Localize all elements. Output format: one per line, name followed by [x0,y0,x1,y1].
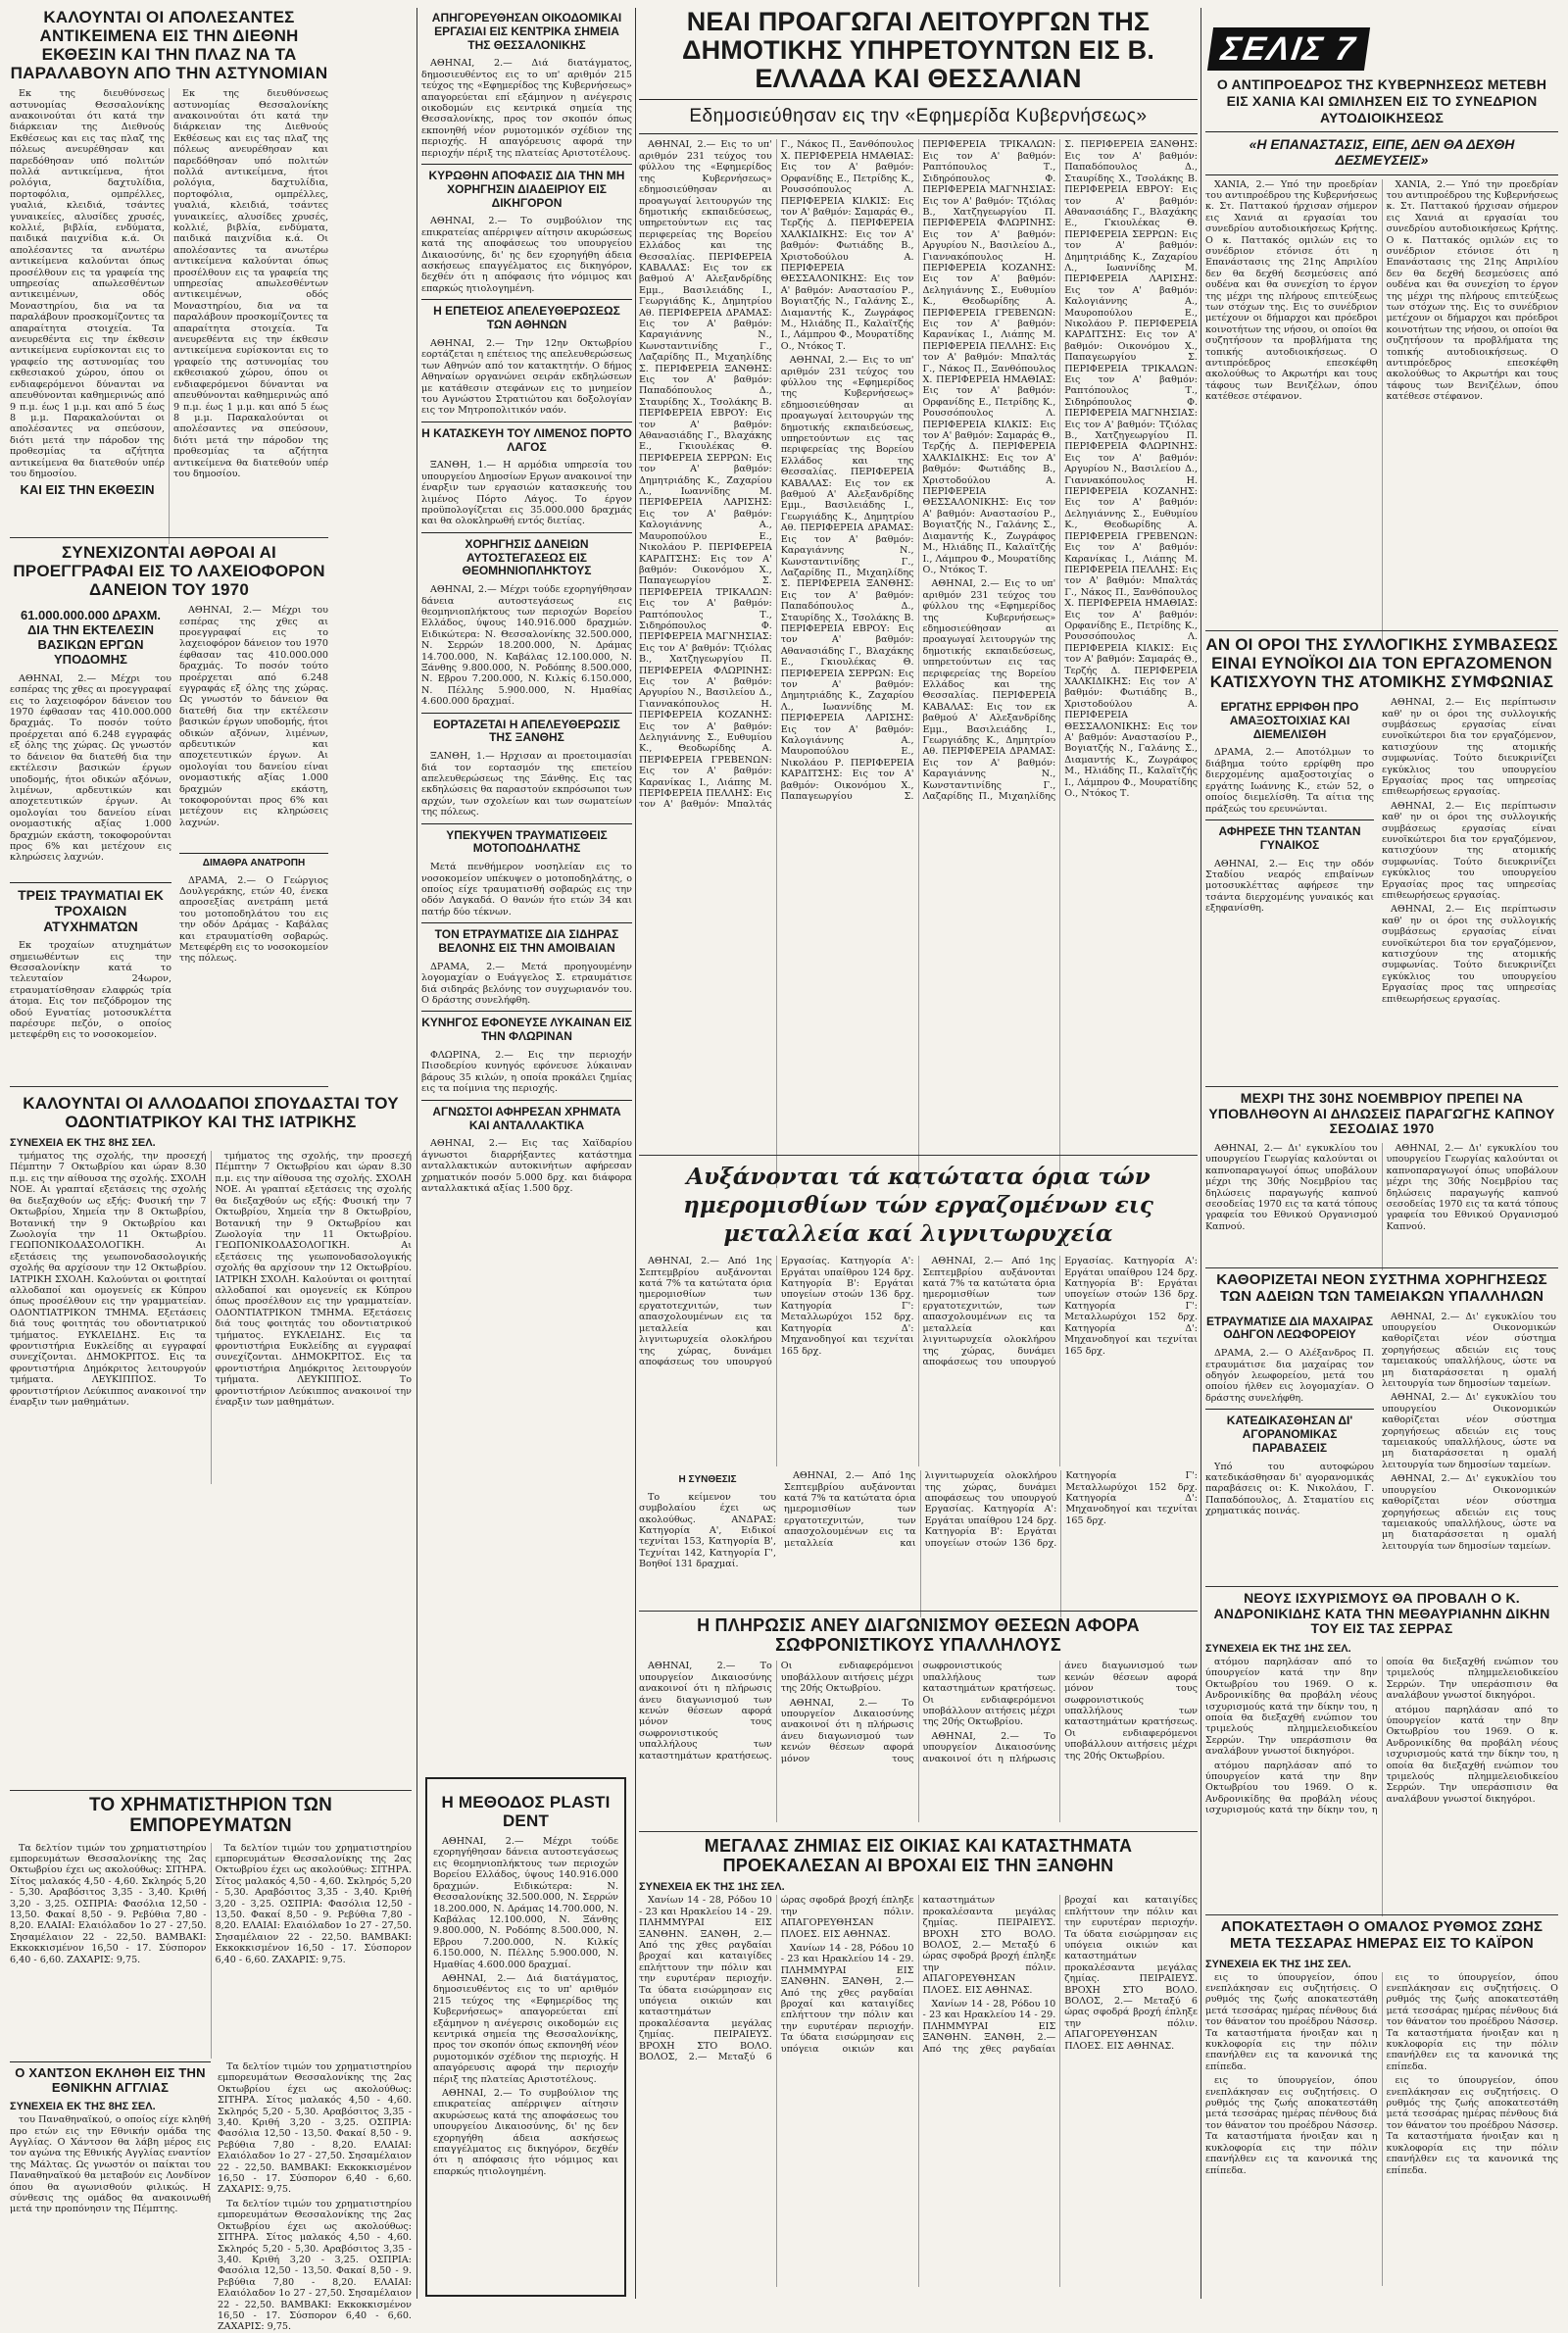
article-body: τμήματος της σχολής, την προσεχή Πέμπτην 7 Οκτωβρίου και ώραν 8.30 π.μ. εις την αίθουσα της σχολής. ΣΧΟΛΗ ΝΟΕ. Αι γραπταί εξετάσεις της σχολής θα διεξαχθούν ως εξής: Φυσική την 7 Οκτωβρίου, Χημεία την 8 Οκτωβρίου, Βοτανική την 9 Οκτωβρίου και Ζωολογία την 11 Οκτωβρίου. ΓΕΩΠΟΝΙΚΟΔΑΣΟΛΟΓΙΚΗ. Αι εξετάσεις της γεωπονοδασολογικής σχολής θα αρχίσουν την 12 Οκτωβρίου. ΙΑΤΡΙΚΗ ΣΧΟΛΗ. Καλούνται οι φοιτηταί αλλοδαποί και ομογενείς εκ Κύπρου όπως προσέλθουν εις την γραμματείαν. ΟΔΟΝΤΙΑΤΡΙΚΟΝ ΤΜΗΜΑ. Εξετάσεις διά τους φοιτητάς του οδοντιατρικού τμήματος. ΕΥΚΛΕΙΔΗΣ. Εις τα φροντιστήρια Ευκλείδης αι εγγραφαί συνεχίζονται. ΔΗΜΟΚΡΙΤΟΣ. Εις τα φροντιστήρια Δημόκριτος λειτουργούν τμήματα. ΛΕΥΚΙΠΠΟΣ. Το φροντιστήριον Λεύκιππος ανακοινοί την έναρξιν των μαθημάτων. τμήματος της σχολής, την προσεχή Πέμπτην 7 Οκτωβρίου και ώραν 8.30 π.μ. εις την αίθουσα της σχολής. ΣΧΟΛΗ ΝΟΕ. Αι γραπταί εξετάσεις της σχολής θα διεξαχθούν ως εξής: Φυσική την 7 Οκτωβρίου, Χημεία την 8 Οκτωβρίου, Βοτανική την 9 Οκτωβρίου και Ζωολογία την 11 Οκτωβρίου. ΓΕΩΠΟΝΙΚΟΔΑΣΟΛΟΓΙΚΗ. Αι εξετάσεις της γεωπονοδασολογικής σχολής θα αρχίσουν την 12 Οκτωβρίου. ΙΑΤΡΙΚΗ ΣΧΟΛΗ. Καλούνται οι φοιτηταί αλλοδαποί και ομογενείς εκ Κύπρου όπως προσέλθουν εις την γραμματείαν. ΟΔΟΝΤΙΑΤΡΙΚΟΝ ΤΜΗΜΑ. Εξετάσεις διά τους φοιτητάς του οδοντιατρικού τμήματος. ΕΥΚΛΕΙΔΗΣ. Εις τα φροντιστήρια Ευκλείδης αι εγγραφαί συνεχίζονται. ΔΗΜΟΚΡΙΤΟΣ. Εις τα φροντιστήρια Δημόκριτος λειτουργούν τμήματα. ΛΕΥΚΙΠΠΟΣ. Το φροντιστήριον Λεύκιππος ανακοινοί την έναρξιν των μαθημάτων. [10,1151,412,1408]
divider [1205,630,1558,631]
divider [10,1790,412,1791]
article-body: ΔΡΑΜΑ, 2.— Ο Αλέξανδρος Π. ετραυμάτισε δια μαχαίρας τον οδηγόν λεωφορείου, μετά του οποίου ήλθεν εις λογομαχίαν. Ο δράστης συνελήφθη. [1205,1348,1374,1404]
headline-needle: ΤΟΝ ΕΤΡΑΥΜΑΤΙΣΕ ΔΙΑ ΣΙΔΗΡΑΣ ΒΕΛΟΝΗΣ ΕΙΣ ΤΗΝ ΑΜΟΙΒΑΙΑΝ [434,927,619,956]
headline: Ο ΧΑΝΤΣΟΝ ΕΚΛΗΘΗ ΕΙΣ ΤΗΝ ΕΘΝΙΚΗΝ ΑΓΓΛΙΑΣ [15,2065,206,2095]
page-number-logo: ΣΕΛΙΣ 7 [1207,27,1370,71]
ad-body: ΑΘΗΝΑΙ, 2.— Μέχρι τούδε εχορηγήθησαν δάνεια αυτοστεγάσεως εις θεομηνιοπλήκτους των περιοχών Βορείου Ελλάδος, ύψους 140.916.000 δραχμών. Ειδικώτερα: Ν. Θεσσαλονίκης 32.500.000, Ν. Σερρών 18.200.000, Ν. Δράμας 14.700.000, Ν. Καβάλας 12.100.000, Ν. Ξάνθης 9.800.000, Ν. Ροδόπης 8.500.000, Ν. Εβρου 7.200.000, Ν. Κιλκίς 6.150.000, Ν. Πέλλης 5.900.000, Ν. Ημαθίας 4.600.000 δραχμαί. [433,1836,618,1970]
article-body: του Παναθηναϊκού, ο οποίος είχε κληθή προ ετών εις την Εθνικήν ομάδα της Αγγλίας. Ο Χάντσον θα λάβη μέρος εις τον αγώνα της Εθνικής Αγγλίας εναντίον της Μάλτας. Ως γνωστόν οι παίκται του Παναθηναϊκού θα μεταβούν εις Λονδίνον όπου θα αγωνισθούν φιλικώς. Η σύνθεσις της ομάδος θα ανακοινωθή μετά την προπόνησιν της Πέμπτης. [10,2114,211,2215]
article-body-cont: ΑΘΗΝΑΙ, 2.— Από 1ης Σεπτεμβρίου αυξάνονται κατά 7% τα κατώτατα όρια ημερομισθίων των εργατοτεχνιτών, των απασχολουμένων εις τα μεταλλεία και λιγνιτωρυχεία ολοκλήρου της χώρας, δυνάμει αποφάσεως του υπουργού Εργασίας. Κατηγορία Α': Εργάται υπαίθρου 124 δρχ. Κατηγορία Β': Εργάται υπογείων στοών 136 δρχ. Κατηγορία Γ': Μεταλλωρύχοι 152 δρχ. Κατηγορία Δ': Μηχανοδηγοί και τεχνίται 165 δρχ. [784,1470,1198,1549]
continuation-label: ΣΥΝΕΧΕΙΑ ΕΚ ΤΗΣ 8ΗΣ ΣΕΛ. [10,2101,156,2113]
divider [1205,1086,1558,1087]
headline: ΑΝ ΟΙ ΟΡΟΙ ΤΗΣ ΣΥΛΛΟΓΙΚΗΣ ΣΥΜΒΑΣΕΩΣ ΕΙΝΑΙ ΕΥΝΟΪΚΟΙ ΔΙΑ ΤΟΝ ΕΡΓΑΖΟΜΕΝΟΝ ΚΑΤΙΣΧΥΟΥΝ ΤΗΣ ΑΤΟΜΙΚΗΣ ΣΥΜΦΩΝΙΑΣ [1205,635,1558,692]
headline-overturn: ΔΙΜΑΘΡΑ ΑΝΑΤΡΟΠΗ [202,858,306,869]
headline-theft: ΑΓΝΩΣΤΟΙ ΑΦΗΡΕΣΑΝ ΧΡΗΜΑΤΑ ΚΑΙ ΑΝΤΑΛΛΑΚΤΙΚΑ [432,1104,621,1132]
headline: ΑΠΟΚΑΤΕΣΤΑΘΗ Ο ΟΜΑΛΟΣ ΡΥΘΜΟΣ ΖΩΗΣ ΜΕΤΑ ΤΕΣΣΑΡΑΣ ΗΜΕΡΑΣ ΕΙΣ ΤΟ ΚΑΪΡΟΝ [1220,1918,1544,1952]
headline: ΚΑΘΟΡΙΖΕΤΑΙ ΝΕΟΝ ΣΥΣΤΗΜΑ ΧΟΡΗΓΗΣΕΩΣ ΤΩΝ ΑΔΕΙΩΝ ΤΩΝ ΤΑΜΕΙΑΚΩΝ ΥΠΑΛΛΗΛΩΝ [1216,1271,1547,1305]
newspaper-page [10,7,1558,2333]
headline-porto-lagos: Η ΚΑΤΑΣΚΕΥΗ ΤΟΥ ΛΙΜΕΝΟΣ ΠΟΡΤΟ ΛΑΓΟΣ [421,425,632,454]
lead-article [639,8,1198,1150]
headline-worker: ΕΡΓΑΤΗΣ ΕΡΡΙΦΘΗ ΠΡΟ ΑΜΑΞΟΣΤΟΙΧΙΑΣ ΚΑΙ ΔΙΕΜΕΛΙΣΘΗ [1220,700,1359,741]
col3-floods-article [639,1836,1198,2299]
divider [639,1831,1198,1832]
article-body: ΞΑΝΘΗ, 1.— Ηρχισαν αι προετοιμασίαι διά τον εορτασμόν της επετείου απελευθερώσεως της Ξάνθης. Εις τας εκδηλώσεις θα παραστούν εκπρόσωποι των αρχών, των σχολείων και των σωματείων της πόλεως. [421,751,632,819]
headline-building-ban: ΑΠΗΓΟΡΕΥΘΗΣΑΝ ΟΙΚΟΔΟΜΙΚΑΙ ΕΡΓΑΣΙΑΙ ΕΙΣ ΚΕΝΤΡΙΚΑ ΣΗΜΕΙΑ ΤΗΣ ΘΕΣΣΑΛΟΝΙΚΗΣ [431,11,622,52]
article-body: ΑΘΗΝΑΙ, 2.— Εις περίπτωσιν καθ' ην οι όροι της συλλογικής συμβάσεως εργασίας είναι ευνοϊκώτεροι δια τον εργαζόμενον, κατισχύουν της ατομικής συμφωνίας. Τούτο διευκρινίζει εγκύκλιος του υπουργείου Εργασίας προς τας υπηρεσίας επιθεωρήσεως εργασίας. ΑΘΗΝΑΙ, 2.— Εις περίπτωσιν καθ' ην οι όροι της συλλογικής συμβάσεως εργασίας είναι ευνοϊκώτεροι δια τον εργαζόμενον, κατισχύουν της ατομικής συμφωνίας. Τούτο διευκρινίζει εγκύκλιος του υπουργείου Εργασίας προς τας υπηρεσίας επιθεωρήσεως εργασίας. ΑΘΗΝΑΙ, 2.— Εις περίπτωσιν καθ' ην οι όροι της συλλογικής συμβάσεως εργασίας είναι ευνοϊκώτεροι δια τον εργαζόμενον, κατισχύουν της ατομικής συμφωνίας. Τούτο διευκρινίζει εγκύκλιος του υπουργείου Εργασίας προς τας υπηρεσίας επιθεωρήσεως εργασίας. [1382,697,1556,1005]
article-body-cont: ΑΘΗΝΑΙ, 2.— Μέχρι του εσπέρας της χθες αι προεγγραφαί εις το λαχειοφόρον δάνειον του 1970 έφθασαν τας 410.000.000 δραχμάς. Το ποσόν τούτο προέρχεται από 6.248 εγγραφάς εξ όλης της χώρας. Ως γνωστόν το δάνειον θα διατεθή δια την εκτέλεσιν βασικών έργων υποδομής, ήτοι οδικών αξόνων, λιμένων, αρδευτικών και αποχετευτικών έργων. Αι ομολογίαι του δανείου είναι ονομαστικής αξίας 1.000 δραχμών εκάστη, τοκοφορούνται προς 6% και μετέχουν εις κληρώσεις λαχνών. [179,605,328,828]
continuation-label: ΣΥΝΕΧΕΙΑ ΕΚ ΤΗΣ 8ΗΣ ΣΕΛ. [10,1137,156,1150]
col4-cairo-article [1205,1919,1558,2299]
article-body: Το κείμενον του συμβολαίου έχει ως ακολούθως. ΑΝΔΡΑΣ: Κατηγορία Α', Ειδικοί τεχνίται 153, Κατηγορία Β', Τεχνίται 142, Κατηγορία Γ', Βοηθοί 131 δραχμαί. [639,1491,776,1570]
divider [639,1155,1198,1156]
article-body: ΑΘΗΝΑΙ, 2.— Εις τας Χαϊδαρίου άγνωστοι διαρρήξαντες κατάστημα ανταλλακτικών αυτοκινήτων αφήρεσαν χρηματικόν ποσόν 5.000 δρχ. και διάφορα ανταλλακτικά αξίας 1.500 δρχ. [421,1138,632,1194]
continuation-label: ΣΥΝΕΧΕΙΑ ΕΚ ΤΗΣ 1ΗΣ ΣΕΛ. [1205,1958,1351,1970]
column-rule [1200,8,1201,2299]
article-body: Εκ της διευθύνσεως αστυνομίας Θεσσαλονίκης ανακοινούται ότι κατά την διάρκειαν της Διεθνούς Εκθέσεως και εις τας πλαζ της πόλεως ανευρέθησαν και παρεδόθησαν υπό πολιτών πολλά αντικείμενα, ήτοι ρολόγια, δαχτυλίδια, πορτοφόλια, ομπρέλλες, γυαλιά, κλειδιά, τσάντες γυναικείες, αλυσίδες χρυσές, κολλιέ, βιβλία, ενδύματα, παιδικά παιχνίδια κ.ά. Οι απολέσαντες τα ανωτέρω αντικείμενα καλούνται όπως προσέλθουν εις τα γραφεία της υπηρεσίας απωλεσθέντων αντικειμένων, οδός Μοναστηρίου, δια να τα παραλάβουν προσκομίζοντες τα απαραίτητα στοιχεία. Τα ανευρεθέντα εις την έκθεσιν αντικείμενα ευρίσκονται εις το γραφείο της αστυνομίας του εκθεσιακού χώρου, όπου οι ενδιαφερόμενοι δύνανται να απευθύνονται καθημερινώς από 9 π.μ. έως 1 μ.μ. και από 5 έως 8 μ.μ. Παρακαλούνται οι απολέσαντες να σπεύσουν, διότι μετά την πάροδον της προθεσμίας τα αζήτητα αντικείμενα θα διατεθούν υπέρ του δημοσίου. ΚΑΙ ΕΙΣ ΤΗΝ ΕΚΘΕΣΙΝ Εκ της διευθύνσεως αστυνομίας Θεσσαλονίκης ανακοινούται ότι κατά την διάρκειαν της Διεθνούς Εκθέσεως και εις τας πλαζ της πόλεως ανευρέθησαν και παρεδόθησαν υπό πολιτών πολλά αντικείμενα, ήτοι ρολόγια, δαχτυλίδια, πορτοφόλια, ομπρέλλες, γυαλιά, κλειδιά, τσάντες γυναικείες, αλυσίδες χρυσές, κολλιέ, βιβλία, ενδύματα, παιδικά παιχνίδια κ.ά. Οι απολέσαντες τα ανωτέρω αντικείμενα καλούνται όπως προσέλθουν εις τα γραφεία της υπηρεσίας απωλεσθέντων αντικειμένων, οδός Μοναστηρίου, δια να τα παραλάβουν προσκομίζοντες τα απαραίτητα στοιχεία. Τα ανευρεθέντα εις την έκθεσιν αντικείμενα ευρίσκονται εις το γραφείο της αστυνομίας του εκθεσιακού χώρου, όπου οι ενδιαφερόμενοι δύνανται να απευθύνονται καθημερινώς από 9 π.μ. έως 1 μ.μ. και από 5 έως 8 μ.μ. Παρακαλούνται οι απολέσαντες να σπεύσουν, διότι μετά την πάροδον της προθεσμίας τα αζήτητα αντικείμενα θα διατεθούν υπέρ του δημοσίου. [10,88,328,498]
col1-article-commodity-exchange [10,1795,412,2060]
article-body: ΦΛΩΡΙΝΑ, 2.— Εις την περιοχήν Πισοδερίου κυνηγός εφόνευσε λύκαιναν βάρους 35 κιλών, η οποία προκάλει ζημίας εις τα ποίμνια της περιοχής. [421,1050,632,1095]
article-body: Τα δελτίον τιμών του χρηματιστηρίου εμπορευμάτων Θεσσαλονίκης της 2ας Οκτωβρίου έχει ως ακολούθως: ΣΙΤΗΡΑ. Σίτος μαλακός 4,50 - 4,60. Σκληρός 5,20 - 5,30. Αραβόσιτος 3,35 - 3,40. Κριθή 3,20 - 3,25. ΟΣΠΡΙΑ: Φασόλια 12,50 - 13,50. Φακαί 8,50 - 9. Ρεβύθια 7,80 - 8,20. ΕΛΑΙΑΙ: Ελαιόλαδον 1ο 27 - 27,50. Σησαμέλαιον 22 - 22,50. ΒΑΜΒΑΚΙ: Εκκοκκισμένον 16,50 - 17. Σύσπορον 6,40 - 6,60. ΖΑΧΑΡΙΣ: 9,75. Τα δελτίον τιμών του χρηματιστηρίου εμπορευμάτων Θεσσαλονίκης της 2ας Οκτωβρίου έχει ως ακολούθως: ΣΙΤΗΡΑ. Σίτος μαλακός 4,50 - 4,60. Σκληρός 5,20 - 5,30. Αραβόσιτος 3,35 - 3,40. Κριθή 3,20 - 3,25. ΟΣΠΡΙΑ: Φασόλια 12,50 - 13,50. Φακαί 8,50 - 9. Ρεβύθια 7,80 - 8,20. ΕΛΑΙΑΙ: Ελαιόλαδον 1ο 27 - 27,50. Σησαμέλαιον 22 - 22,50. ΒΑΜΒΑΚΙ: Εκκοκκισμένον 16,50 - 17. Σύσπορον 6,40 - 6,60. ΖΑΧΑΡΙΣ: 9,75. [10,1842,412,1965]
article-body: Μετά πενθήμερον νοσηλείαν εις το νοσοκομείον υπέκυψεν ο μοτοποδηλάτης, ο οποίος είχε τραυματισθή σοβαρώς εις την οδόν Λαγκαδά. Ο θανών ήτο ετών 34 και πατήρ δύο τέκνων. [421,862,632,918]
subheadline: 61.000.000.000 ΔΡΑΧΜ. ΔΙΑ ΤΗΝ ΕΚΤΕΛΕΣΙΝ ΒΑΣΙΚΩΝ ΕΡΓΩΝ ΥΠΟΔΟΜΗΣ [20,608,162,667]
subhead: ΚΑΙ ΕΙΣ ΤΗΝ ΕΚΘΕΣΙΝ [20,482,155,498]
article-body: Υπό του αυτοφώρου κατεδικάσθησαν δι' αγορανομικάς παραβάσεις οι: Κ. Νικολάου, Γ. Παπαδόπουλος, Δ. Σταματίου εις χρηματικάς ποινάς. [1205,1461,1374,1517]
article-body: ΔΡΑΜΑ, 2.— Ο Γεώργιος Δουλγεράκης, ετών 40, ένεκα απροσεξίας ανετράπη μετά του μοτοποδηλάτου του εις την οδόν Δράμας - Καβάλας και ετραυματίσθη σοβαρώς. Μετεφέρθη εις το νοσοκομείον της πόλεως. [179,874,328,965]
column-rule [416,8,417,2299]
ad-title: Η ΜΕΘΟΔΟΣ PLASTI DENT [441,1793,611,1831]
quote-subheadline: «Η ΕΠΑΝΑΣΤΑΣΙΣ, ΕΙΠΕ, ΔΕΝ ΘΑ ΔΕΧΘΗ ΔΕΣΜΕΥΣΕΙΣ» [1249,136,1515,169]
headline-xanthi-liberation: ΕΟΡΤΑΖΕΤΑΙ Η ΑΠΕΛΕΥΘΕΡΩΣΙΣ ΤΗΣ ΞΑΝΘΗΣ [433,717,620,745]
article-body: εις το ύπουργείον, όπου ενεπλάκησαν εις συζητήσεις. Ο ρυθμός της ζωής αποκατεστάθη μετά τεσσάρας ημέρας πένθους διά τον θάνατον του προέδρου Νάσσερ. Τα καταστήματα ήνοιξαν και η κυκλοφορία εις την πόλιν επανήλθεν εις τα κανονικά της επίπεδα. εις το ύπουργείον, όπου ενεπλάκησαν εις συζητήσεις. Ο ρυθμός της ζωής αποκατεστάθη μετά τεσσάρας ημέρας πένθους διά τον θάνατον του προέδρου Νάσσερ. Τα καταστήματα ήνοιξαν και η κυκλοφορία εις την πόλιν επανήλθεν εις τα κανονικά της επίπεδα. εις το ύπουργείον, όπου ενεπλάκησαν εις συζητήσεις. Ο ρυθμός της ζωής αποκατεστάθη μετά τεσσάρας ημέρας πένθους διά τον θάνατον του προέδρου Νάσσερ. Τα καταστήματα ήνοιξαν και η κυκλοφορία εις την πόλιν επανήλθεν εις τα κανονικά της επίπεδα. εις το ύπουργείον, όπου ενεπλάκησαν εις συζητήσεις. Ο ρυθμός της ζωής αποκατεστάθη μετά τεσσάρας ημέρας πένθους διά τον θάνατον του προέδρου Νάσσερ. Τα καταστήματα ήνοιξαν και η κυκλοφορία εις την πόλιν επανήλθεν εις τα κανονικά της επίπεδα. [1205,1971,1558,2176]
col1-article-commodity-cont: Τα δελτίον τιμών του χρηματιστηρίου εμπορευμάτων Θεσσαλονίκης της 2ας Οκτωβρίου έχει ως ακολούθως: ΣΙΤΗΡΑ. Σίτος μαλακός 4,50 - 4,60. Σκληρός 5,20 - 5,30. Αραβόσιτος 3,35 - 3,40. Κριθή 3,20 - 3,25. ΟΣΠΡΙΑ: Φασόλια 12,50 - 13,50. Φακαί 8,50 - 9. Ρεβύθια 7,80 - 8,20. ΕΛΑΙΑΙ: Ελαιόλαδον 1ο 27 - 27,50. Σησαμέλαιον 22 - 22,50. ΒΑΜΒΑΚΙ: Εκκοκκισμένον 16,50 - 17. Σύσπορον 6,40 - 6,60. ΖΑΧΑΡΙΣ: 9,75. Τα δελτίον τιμών του χρηματιστηρίου εμπορευμάτων Θεσσαλονίκης της 2ας Οκτωβρίου έχει ως ακολούθως: ΣΙΤΗΡΑ. Σίτος μαλακός 4,50 - 4,60. Σκληρός 5,20 - 5,30. Αραβόσιτος 3,35 - 3,40. Κριθή 3,20 - 3,25. ΟΣΠΡΙΑ: Φασόλια 12,50 - 13,50. Φακαί 8,50 - 9. Ρεβύθια 7,80 - 8,20. ΕΛΑΙΑΙ: Ελαιόλαδον 1ο 27 - 27,50. Σησαμέλαιον 22 - 22,50. ΒΑΜΒΑΚΙ: Εκκοκκισμένον 16,50 - 17. Σύσπορον 6,40 - 6,60. ΖΑΧΑΡΙΣ: 9,75. [218,2061,412,2333]
article-body: Τα δελτίον τιμών του χρηματιστηρίου εμπορευμάτων Θεσσαλονίκης της 2ας Οκτωβρίου έχει ως ακολούθως: ΣΙΤΗΡΑ. Σίτος μαλακός 4,50 - 4,60. Σκληρός 5,20 - 5,30. Αραβόσιτος 3,35 - 3,40. Κριθή 3,20 - 3,25. ΟΣΠΡΙΑ: Φασόλια 12,50 - 13,50. Φακαί 8,50 - 9. Ρεβύθια 7,80 - 8,20. ΕΛΑΙΑΙ: Ελαιόλαδον 1ο 27 - 27,50. Σησαμέλαιον 22 - 22,50. ΒΑΜΒΑΚΙ: Εκκοκκισμένον 16,50 - 17. Σύσπορον 6,40 - 6,60. ΖΑΧΑΡΙΣ: 9,75. [218,2061,412,2196]
article-body: ΑΘΗΝΑΙ, 2.— Δι' εγκυκλίου του υπουργείου Οικονομικών καθορίζεται νέον σύστημα χορηγήσεως αδειών εις τους ταμειακούς υπαλλήλους, ώστε να μη διαταράσσεται η ομαλή λειτουργία των δημοσίων ταμείων. ΑΘΗΝΑΙ, 2.— Δι' εγκυκλίου του υπουργείου Οικονομικών καθορίζεται νέον σύστημα χορηγήσεως αδειών εις τους ταμειακούς υπαλλήλους, ώστε να μη διαταράσσεται η ομαλή λειτουργία των δημοσίων ταμείων. ΑΘΗΝΑΙ, 2.— Δι' εγκυκλίου του υπουργείου Οικονομικών καθορίζεται νέον σύστημα χορηγήσεως αδειών εις τους ταμειακούς υπαλλήλους, ώστε να μη διαταράσσεται η ομαλή λειτουργία των δημοσίων ταμείων. [1382,1311,1556,1552]
headline-athens-liberation: Η ΕΠΕΤΕΙΟΣ ΑΠΕΛΕΥΘΕΡΩΣΕΩΣ ΤΩΝ ΑΘΗΝΩΝ [433,304,620,332]
col3-wages-article [639,1160,1198,1606]
subhead-composition: Η ΣΥΝΘΕΣΙΣ [678,1474,737,1486]
article-body: ΑΘΗΝΑΙ, 2.— Εις την οδόν Σταδίου νεαρός επιβαίνων μοτοσυκλέττας αφήρεσε την τσάντα διερχομένης γυναικός και εξηφανίσθη. [1205,858,1374,915]
col2-column [421,8,632,1831]
lead-body: ΑΘΗΝΑΙ, 2.— Εις το υπ' αριθμόν 231 τεύχος του φύλλου της «Εφημερίδος της Κυβερνήσεως» εδημοσιεύθησαν αι προαγωγαί λειτουργών της δημοτικής εκπαιδεύσεως, υπηρετούντων εις τας περιφερείας της Βορείου Ελλάδος και της Θεσσαλίας. ΠΕΡΙΦΕΡΕΙΑ ΚΑΒΑΛΑΣ: Εις τον εκ βαθμού Α' Αλεξανδρίδης Εμμ., Βασιλειάδης Ι., Γεωργιάδης Κ., Δημητρίου Αθ. ΠΕΡΙΦΕΡΕΙΑ ΔΡΑΜΑΣ: Εις τον Α' βαθμόν: Καραγιάννης Ν., Κωνσταντινίδης Γ., Λαζαρίδης Π., Μιχαηλίδης Σ. ΠΕΡΙΦΕΡΕΙΑ ΞΑΝΘΗΣ: Εις τον Α' βαθμόν: Παπαδόπουλος Δ., Σταυρίδης Χ., Τσολάκης Β. ΠΕΡΙΦΕΡΕΙΑ ΕΒΡΟΥ: Εις τον Α' βαθμόν: Αθανασιάδης Γ., Βλαχάκης Ε., Γκιουλέκας Θ. ΠΕΡΙΦΕΡΕΙΑ ΣΕΡΡΩΝ: Εις τον Α' βαθμόν: Δημητριάδης Κ., Ζαχαρίου Λ., Ιωαννίδης Μ. ΠΕΡΙΦΕΡΕΙΑ ΛΑΡΙΣΗΣ: Εις τον Α' βαθμόν: Καλογιάννης Α., Μαυροπούλου Ε., Νικολάου Ρ. ΠΕΡΙΦΕΡΕΙΑ ΚΑΡΔΙΤΣΗΣ: Εις τον Α' βαθμόν: Οικονόμου Χ., Παπαγεωργίου Σ. ΠΕΡΙΦΕΡΕΙΑ ΤΡΙΚΑΛΩΝ: Εις τον Α' βαθμόν: Ραπτόπουλος Τ., Σιδηρόπουλος Φ. ΠΕΡΙΦΕΡΕΙΑ ΜΑΓΝΗΣΙΑΣ: Εις τον Α' βαθμόν: Τζιόλας Β., Χατζηγεωργίου Π. ΠΕΡΙΦΕΡΕΙΑ ΦΛΩΡΙΝΗΣ: Εις τον Α' βαθμόν: Αργυρίου Ν., Βασιλείου Δ., Γιαννακόπουλος Η. ΠΕΡΙΦΕΡΕΙΑ ΚΟΖΑΝΗΣ: Εις τον Α' βαθμόν: Δεληγιάννης Σ., Ευθυμίου Κ., Θεοδωρίδης Α. ΠΕΡΙΦΕΡΕΙΑ ΓΡΕΒΕΝΩΝ: Εις τον Α' βαθμόν: Καρανίκας Ι., Λιάπης Μ. ΠΕΡΙΦΕΡΕΙΑ ΠΕΛΛΗΣ: Εις τον Α' βαθμόν: Μπαλτάς Γ., Νάκος Π., Ξανθόπουλος Χ. ΠΕΡΙΦΕΡΕΙΑ ΗΜΑΘΙΑΣ: Εις τον Α' βαθμόν: Ορφανίδης Ε., Πετρίδης Κ., Ρουσσόπουλος Λ. ΠΕΡΙΦΕΡΕΙΑ ΚΙΛΚΙΣ: Εις τον Α' βαθμόν: Σαμαράς Θ., Τερζής Δ. ΠΕΡΙΦΕΡΕΙΑ ΧΑΛΚΙΔΙΚΗΣ: Εις τον Α' βαθμόν: Φωτιάδης Β., Χριστοδούλου Α. ΠΕΡΙΦΕΡΕΙΑ ΘΕΣΣΑΛΟΝΙΚΗΣ: Εις τον Α' βαθμόν: Αναστασίου Ρ., Βογιατζής Ν., Γαλάνης Σ., Διαμαντής Κ., Ζωγράφος Μ., Ηλιάδης Π., Καλαϊτζής Ι., Λάμπρου Φ., Μουρατίδης Ο., Ντόκος Τ. ΑΘΗΝΑΙ, 2.— Εις το υπ' αριθμόν 231 τεύχος του φύλλου της «Εφημερίδος της Κυβερνήσεως» εδημοσιεύθησαν αι προαγωγαί λειτουργών της δημοτικής εκπαιδεύσεως, υπηρετούντων εις τας περιφερείας της Βορείου Ελλάδος και της Θεσσαλίας. ΠΕΡΙΦΕΡΕΙΑ ΚΑΒΑΛΑΣ: Εις τον εκ βαθμού Α' Αλεξανδρίδης Εμμ., Βασιλειάδης Ι., Γεωργιάδης Κ., Δημητρίου Αθ. ΠΕΡΙΦΕΡΕΙΑ ΔΡΑΜΑΣ: Εις τον Α' βαθμόν: Καραγιάννης Ν., Κωνσταντινίδης Γ., Λαζαρίδης Π., Μιχαηλίδης Σ. ΠΕΡΙΦΕΡΕΙΑ ΞΑΝΘΗΣ: Εις τον Α' βαθμόν: Παπαδόπουλος Δ., Σταυρίδης Χ., Τσολάκης Β. ΠΕΡΙΦΕΡΕΙΑ ΕΒΡΟΥ: Εις τον Α' βαθμόν: Αθανασιάδης Γ., Βλαχάκης Ε., Γκιουλέκας Θ. ΠΕΡΙΦΕΡΕΙΑ ΣΕΡΡΩΝ: Εις τον Α' βαθμόν: Δημητριάδης Κ., Ζαχαρίου Λ., Ιωαννίδης Μ. ΠΕΡΙΦΕΡΕΙΑ ΛΑΡΙΣΗΣ: Εις τον Α' βαθμόν: Καλογιάννης Α., Μαυροπούλου Ε., Νικολάου Ρ. ΠΕΡΙΦΕΡΕΙΑ ΚΑΡΔΙΤΣΗΣ: Εις τον Α' βαθμόν: Οικονόμου Χ., Παπαγεωργίου Σ. ΠΕΡΙΦΕΡΕΙΑ ΤΡΙΚΑΛΩΝ: Εις τον Α' βαθμόν: Ραπτόπουλος Τ., Σιδηρόπουλος Φ. ΠΕΡΙΦΕΡΕΙΑ ΜΑΓΝΗΣΙΑΣ: Εις τον Α' βαθμόν: Τζιόλας Β., Χατζηγεωργίου Π. ΠΕΡΙΦΕΡΕΙΑ ΦΛΩΡΙΝΗΣ: Εις τον Α' βαθμόν: Αργυρίου Ν., Βασιλείου Δ., Γιαννακόπουλος Η. ΠΕΡΙΦΕΡΕΙΑ ΚΟΖΑΝΗΣ: Εις τον Α' βαθμόν: Δεληγιάννης Σ., Ευθυμίου Κ., Θεοδωρίδης Α. ΠΕΡΙΦΕΡΕΙΑ ΓΡΕΒΕΝΩΝ: Εις τον Α' βαθμόν: Καρανίκας Ι., Λιάπης Μ. ΠΕΡΙΦΕΡΕΙΑ ΠΕΛΛΗΣ: Εις τον Α' βαθμόν: Μπαλτάς Γ., Νάκος Π., Ξανθόπουλος Χ. ΠΕΡΙΦΕΡΕΙΑ ΗΜΑΘΙΑΣ: Εις τον Α' βαθμόν: Ορφανίδης Ε., Πετρίδης Κ., Ρουσσόπουλος Λ. ΠΕΡΙΦΕΡΕΙΑ ΚΙΛΚΙΣ: Εις τον Α' βαθμόν: Σαμαράς Θ., Τερζής Δ. ΠΕΡΙΦΕΡΕΙΑ ΧΑΛΚΙΔΙΚΗΣ: Εις τον Α' βαθμόν: Φωτιάδης Β., Χριστοδούλου Α. ΠΕΡΙΦΕΡΕΙΑ ΘΕΣΣΑΛΟΝΙΚΗΣ: Εις τον Α' βαθμόν: Αναστασίου Ρ., Βογιατζής Ν., Γαλάνης Σ., Διαμαντής Κ., Ζωγράφος Μ., Ηλιάδης Π., Καλαϊτζής Ι., Λάμπρου Φ., Μουρατίδης Ο., Ντόκος Τ. ΑΘΗΝΑΙ, 2.— Εις το υπ' αριθμόν 231 τεύχος του φύλλου της «Εφημερίδος της Κυβερνήσεως» εδημοσιεύθησαν αι προαγωγαί λειτουργών της δημοτικής εκπαιδεύσεως, υπηρετούντων εις τας περιφερείας της Βορείου Ελλάδος και της Θεσσαλίας. ΠΕΡΙΦΕΡΕΙΑ ΚΑΒΑΛΑΣ: Εις τον εκ βαθμού Α' Αλεξανδρίδης Εμμ., Βασιλειάδης Ι., Γεωργιάδης Κ., Δημητρίου Αθ. ΠΕΡΙΦΕΡΕΙΑ ΔΡΑΜΑΣ: Εις τον Α' βαθμόν: Καραγιάννης Ν., Κωνσταντινίδης Γ., Λαζαρίδης Π., Μιχαηλίδης Σ. ΠΕΡΙΦΕΡΕΙΑ ΞΑΝΘΗΣ: Εις τον Α' βαθμόν: Παπαδόπουλος Δ., Σταυρίδης Χ., Τσολάκης Β. ΠΕΡΙΦΕΡΕΙΑ ΕΒΡΟΥ: Εις τον Α' βαθμόν: Αθανασιάδης Γ., Βλαχάκης Ε., Γκιουλέκας Θ. ΠΕΡΙΦΕΡΕΙΑ ΣΕΡΡΩΝ: Εις τον Α' βαθμόν: Δημητριάδης Κ., Ζαχαρίου Λ., Ιωαννίδης Μ. ΠΕΡΙΦΕΡΕΙΑ ΛΑΡΙΣΗΣ: Εις τον Α' βαθμόν: Καλογιάννης Α., Μαυροπούλου Ε., Νικολάου Ρ. ΠΕΡΙΦΕΡΕΙΑ ΚΑΡΔΙΤΣΗΣ: Εις τον Α' βαθμόν: Οικονόμου Χ., Παπαγεωργίου Σ. ΠΕΡΙΦΕΡΕΙΑ ΤΡΙΚΑΛΩΝ: Εις τον Α' βαθμόν: Ραπτόπουλος Τ., Σιδηρόπουλος Φ. ΠΕΡΙΦΕΡΕΙΑ ΜΑΓΝΗΣΙΑΣ: Εις τον Α' βαθμόν: Τζιόλας Β., Χατζηγεωργίου Π. ΠΕΡΙΦΕΡΕΙΑ ΦΛΩΡΙΝΗΣ: Εις τον Α' βαθμόν: Αργυρίου Ν., Βασιλείου Δ., Γιαννακόπουλος Η. ΠΕΡΙΦΕΡΕΙΑ ΚΟΖΑΝΗΣ: Εις τον Α' βαθμόν: Δεληγιάννης Σ., Ευθυμίου Κ., Θεοδωρίδης Α. ΠΕΡΙΦΕΡΕΙΑ ΓΡΕΒΕΝΩΝ: Εις τον Α' βαθμόν: Καρανίκας Ι., Λιάπης Μ. ΠΕΡΙΦΕΡΕΙΑ ΠΕΛΛΗΣ: Εις τον Α' βαθμόν: Μπαλτάς Γ., Νάκος Π., Ξανθόπουλος Χ. ΠΕΡΙΦΕΡΕΙΑ ΗΜΑΘΙΑΣ: Εις τον Α' βαθμόν: Ορφανίδης Ε., Πετρίδης Κ., Ρουσσόπουλος Λ. ΠΕΡΙΦΕΡΕΙΑ ΚΙΛΚΙΣ: Εις τον Α' βαθμόν: Σαμαράς Θ., Τερζής Δ. ΠΕΡΙΦΕΡΕΙΑ ΧΑΛΚΙΔΙΚΗΣ: Εις τον Α' βαθμόν: Φωτιάδης Β., Χριστοδούλου Α. ΠΕΡΙΦΕΡΕΙΑ ΘΕΣΣΑΛΟΝΙΚΗΣ: Εις τον Α' βαθμόν: Αναστασίου Ρ., Βογιατζής Ν., Γαλάνης Σ., Διαμαντής Κ., Ζωγράφος Μ., Ηλιάδης Π., Καλαϊτζής Ι., Λάμπρου Φ., Μουρατίδης Ο., Ντόκος Τ. [639,139,1198,811]
article-body: Εκ τροχαίων ατυχημάτων σημειωθέντων εις την Θεσσαλονίκην κατά το τελευταίον 24ωρον, ετραυματίσθησαν ελαφρώς τρία άτομα. Εις τον πεζόδρομον της οδού Εγνατίας μοτοσυκλέττα παρέσυρε πεζόν, ο οποίος μετεφέρθη εις το νοσοκομείον. [10,940,172,1041]
article-body: ΑΘΗΝΑΙ, 2.— Μέχρι του εσπέρας της χθες αι προεγγραφαί εις το λαχειοφόρον δάνειον του 1970 έφθασαν τας 410.000.000 δραχμάς. Το ποσόν τούτο προέρχεται από 6.248 εγγραφάς εξ όλης της χώρας. Ως γνωστόν το δάνειον θα διατεθή δια την εκτέλεσιν βασικών έργων υποδομής, ήτοι οδικών αξόνων, λιμένων, αρδευτικών και αποχετευτικών έργων. Αι ομολογίαι του δανείου είναι ονομαστικής αξίας 1.000 δραχμών εκάστη, τοκοφορούνται προς 6% και μετέχουν εις κληρώσεις λαχνών. [10,672,172,864]
article-body: ΧΑΝΙΑ, 2.— Υπό την προεδρίαν του αντιπροέδρου της Κυβερνήσεως κ. Στ. Παττακού ήρχισαν σήμερον εις Χανιά αι εργασίαι του συνεδρίου αυτοδιοικήσεως Κρήτης. Ο κ. Παττακός ομιλών εις το συνέδριον ετόνισε ότι η Επανάστασις της 21ης Απριλίου δεν θα δεχθή δεσμεύσεις από ουδένα και θα συνεχίση το έργον της μέχρι της πλήρους επιτεύξεως των στόχων της. Εις το συνέδριον μετέχουν οι δήμαρχοι και πρόεδροι κοινοτήτων της νήσου, οι οποίοι θα συζητήσουν τα προβλήματα της τοπικής αυτοδιοικήσεως. Ο αντιπρόεδρος επεσκέφθη ακολούθως το Ακρωτήρι και τους τάφους των Βενιζέλων, όπου κατέθεσε στέφανον. ΧΑΝΙΑ, 2.— Υπό την προεδρίαν του αντιπροέδρου της Κυβερνήσεως κ. Στ. Παττακού ήρχισαν σήμερον εις Χανιά αι εργασίαι του συνεδρίου αυτοδιοικήσεως Κρήτης. Ο κ. Παττακός ομιλών εις το συνέδριον ετόνισε ότι η Επανάστασις της 21ης Απριλίου δεν θα δεχθή δεσμεύσεις από ουδένα και θα συνεχίση το έργον της μέχρι της πλήρους επιτεύξεως των στόχων της. Εις το συνέδριον μετέχουν οι δήμαρχοι και πρόεδροι κοινοτήτων της νήσου, οι οποίοι θα συζητήσουν τα προβλήματα της τοπικής αυτοδιοικήσεως. Ο αντιπρόεδρος επεσκέφθη ακολούθως το Ακρωτήρι και τους τάφους των Βενιζέλων, όπου κατέθεσε στέφανον. [1205,178,1558,403]
divider [10,1086,328,1087]
col4-leave-system-article [1205,1272,1558,1581]
headline: ΣΥΝΕΧΙΖΟΝΤΑΙ ΑΘΡΟΑΙ ΑΙ ΠΡΟΕΓΓΡΑΦΑΙ ΕΙΣ ΤΟ ΛΑΧΕΙΟΦΟΡΟΝ ΔΑΝΕΙΟΝ ΤΟΥ 1970 [13,543,325,600]
headline: Αυξάνονται τά κατώτατα όρια τών ημερομισθίων τών εργαζομένων εις μεταλλεία καί λιγνιτωρυχεία [683,1164,1153,1247]
headline: ΜΕΓΑΛΑΣ ΖΗΜΙΑΣ ΕΙΣ ΟΙΚΙΑΣ ΚΑΙ ΚΑΤΑΣΤΗΜΑΤΑ ΠΡΟΕΚΑΛΕΣΑΝ ΑΙ ΒΡΟΧΑΙ ΕΙΣ ΤΗΝ ΞΑΝΘΗΝ [704,1836,1133,1876]
col4-andronikidis-article [1205,1591,1558,1910]
article-body: Χανίων 14 - 28, Ρόδου 10 - 23 και Ηρακλείου 14 - 29. ΠΛΗΜΜΥΡΑΙ ΕΙΣ ΞΑΝΘΗΝ. ΞΑΝΘΗ, 2.— Από της χθες ραγδαίαι βροχαί και καταιγίδες επλήττουν την πόλιν και την ευρυτέραν περιοχήν. Τα ύδατα εισώρμησαν εις υπόγεια οικιών και καταστημάτων προκαλέσαντα μεγάλας ζημίας. ΠΕΙΡΑΙΕΥΣ. ΒΡΟΧΗ ΣΤΟ ΒΟΛΟ. ΒΟΛΟΣ, 2.— Μεταξύ 6 ώρας σφοδρά βροχή έπληξε την πόλιν. ΑΠΑΓΟΡΕΥΘΗΣΑΝ ΠΛΟΕΣ. ΕΙΣ ΑΘΗΝΑΣ. Χανίων 14 - 28, Ρόδου 10 - 23 και Ηρακλείου 14 - 29. ΠΛΗΜΜΥΡΑΙ ΕΙΣ ΞΑΝΘΗΝ. ΞΑΝΘΗ, 2.— Από της χθες ραγδαίαι βροχαί και καταιγίδες επλήττουν την πόλιν και την ευρυτέραν περιοχήν. Τα ύδατα εισώρμησαν εις υπόγεια οικιών και καταστημάτων προκαλέσαντα μεγάλας ζημίας. ΠΕΙΡΑΙΕΥΣ. ΒΡΟΧΗ ΣΤΟ ΒΟΛΟ. ΒΟΛΟΣ, 2.— Μεταξύ 6 ώρας σφοδρά βροχή έπληξε την πόλιν. ΑΠΑΓΟΡΕΥΘΗΣΑΝ ΠΛΟΕΣ. ΕΙΣ ΑΘΗΝΑΣ. Χανίων 14 - 28, Ρόδου 10 - 23 και Ηρακλείου 14 - 29. ΠΛΗΜΜΥΡΑΙ ΕΙΣ ΞΑΝΘΗΝ. ΞΑΝΘΗ, 2.— Από της χθες ραγδαίαι βροχαί και καταιγίδες επλήττουν την πόλιν και την ευρυτέραν περιοχήν. Τα ύδατα εισώρμησαν εις υπόγεια οικιών και καταστημάτων προκαλέσαντα μεγάλας ζημίας. ΠΕΙΡΑΙΕΥΣ. ΒΡΟΧΗ ΣΤΟ ΒΟΛΟ. ΒΟΛΟΣ, 2.— Μεταξύ 6 ώρας σφοδρά βροχή έπληξε την πόλιν. ΑΠΑΓΟΡΕΥΘΗΣΑΝ ΠΛΟΕΣ. ΕΙΣ ΑΘΗΝΑΣ. [639,1895,1198,2062]
headline-bag: ΑΦΗΡΕΣΕ ΤΗΝ ΤΣΑΝΤΑΝ ΓΥΝΑΙΚΟΣ [1218,823,1361,852]
divider [1205,1914,1558,1915]
divider [1205,1267,1558,1268]
divider [1205,1586,1558,1587]
headline: ΜΕΧΡΙ ΤΗΣ 30ΗΣ ΝΟΕΜΒΡΙΟΥ ΠΡΕΠΕΙ ΝΑ ΥΠΟΒΛΗΘΟΥΝ ΑΙ ΔΗΛΩΣΕΙΣ ΠΑΡΑΓΩΓΗΣ ΚΑΠΝΟΥ ΣΕΣΟΔΙΑΣ 1970 [1208,1090,1555,1137]
headline-decision: ΚΥΡΩΘΗΝ ΑΠΟΦΑΣΙΣ ΔΙΑ ΤΗΝ ΜΗ ΧΟΡΗΓΗΣΙΝ ΔΙΑΔΕΙΡΙΟΥ ΕΙΣ ΔΙΚΗΓΟΡΟΝ [428,169,625,210]
col2-plasti-dent-box: Η ΜΕΘΟΔΟΣ PLASTI DENT ΑΘΗΝΑΙ, 2.— Μέχρι τούδε εχορηγήθησαν δάνεια αυτοστεγάσεως εις θεομηνιοπλήκτους των περιοχών Βορείου Ελλάδος, ύψους 140.916.000 δραχμών. Ειδικώτερα: Ν. Θεσσαλονίκης 32.500.000, Ν. Σερρών 18.200.000, Ν. Δράμας 14.700.000, Ν. Καβάλας 12.100.000, Ν. Ξάνθης 9.800.000, Ν. Ροδόπης 8.500.000, Ν. Εβρου 7.200.000, Ν. Κιλκίς 6.150.000, Ν. Πέλλης 5.900.000, Ν. Ημαθίας 4.600.000 δραχμαί. ΑΘΗΝΑΙ, 2.— Διά διατάγματος, δημοσιευθέντος εις το υπ' αριθμόν 215 τεύχος της «Εφημερίδος της Κυβερνήσεως» απαγορεύεται επί εξάμηνον η ανέγερσις οικοδομών εις κεντρικά σημεία της Θεσσαλονίκης, προς τον σκοπόν όπως εκπονηθή νέον ρυμοτομικόν σχέδιον της περιοχής. Η απαγόρευσις αφορά την περιοχήν πέριξ της πλατείας Αριστοτέλους. ΑΘΗΝΑΙ, 2.— Το συμβούλιον της επικρατείας απέρριψεν αίτησιν ακυρώσεως κατά της αποφάσεως του υπουργείου Δικαιοσύνης, δι' ης δεν εχορηγήθη άδεια ασκήσεως επαγγέλματος εις δικηγόρον, δεχθέν ότι η απόφασις ήτο νόμιμος και επαρκώς ητιολογημένη. [425,1777,626,2297]
headline: Η ΠΛΗΡΩΣΙΣ ΑΝΕΥ ΔΙΑΓΩΝΙΣΜΟΥ ΘΕΣΕΩΝ ΑΦΟΡΑ ΣΩΦΡΟΝΙΣΤΙΚΟΥΣ ΥΠΑΛΛΗΛΟΥΣ [697,1615,1140,1656]
headline-convictions: ΚΑΤΕΔΙΚΑΣΘΗΣΑΝ ΔΙ' ΑΓΟΡΑΝΟΜΙΚΑΣ ΠΑΡΑΒΑΣΕΙΣ [1226,1414,1353,1455]
headline-loans: ΧΟΡΗΓΗΣΙΣ ΔΑΝΕΙΩΝ ΑΥΤΟΣΤΕΓΑΣΕΩΣ ΕΙΣ ΘΕΟΜΗΝΙΟΠΛΗΚΤΟΥΣ [462,536,592,578]
continuation-label: ΣΥΝΕΧΕΙΑ ΕΚ ΤΗΣ 1ΗΣ ΣΕΛ. [639,1881,785,1894]
col4-vice-president-article [1205,76,1558,625]
article-body: ΞΑΝΘΗ, 1.— Η αρμόδια υπηρεσία του υπουργείου Δημοσίων Εργων ανακοινοί την έναρξιν των εργασιών κατασκευής του λιμένος Πόρτο Λάγος. Το έργον προϋπολογίζεται εις 35.000.000 δραχμάς και θα ολοκληρωθή εντός διετίας. [421,460,632,527]
article-body: ΑΘΗΝΑΙ, 2.— Το υπουργείον Δικαιοσύνης ανακοινοί ότι η πλήρωσις άνευ διαγωνισμού των κενών θέσεων αφορά μόνον τους σωφρονιστικούς υπαλλήλους των καταστημάτων κρατήσεως. Οι ενδιαφερόμενοι υποβάλλουν αιτήσεις μέχρι της 20ής Οκτωβρίου. ΑΘΗΝΑΙ, 2.— Το υπουργείον Δικαιοσύνης ανακοινοί ότι η πλήρωσις άνευ διαγωνισμού των κενών θέσεων αφορά μόνον τους σωφρονιστικούς υπαλλήλους των καταστημάτων κρατήσεως. Οι ενδιαφερόμενοι υποβάλλουν αιτήσεις μέχρι της 20ής Οκτωβρίου. ΑΘΗΝΑΙ, 2.— Το υπουργείον Δικαιοσύνης ανακοινοί ότι η πλήρωσις άνευ διαγωνισμού των κενών θέσεων αφορά μόνον τους σωφρονιστικούς υπαλλήλους των καταστημάτων κρατήσεως. Οι ενδιαφερόμενοι υποβάλλουν αιτήσεις μέχρι της 20ής Οκτωβρίου. [639,1661,1198,1764]
headline: ΚΑΛΟΥΝΤΑΙ ΟΙ ΑΛΛΟΔΑΠΟΙ ΣΠΟΥΔΑΣΤΑΙ ΤΟΥ ΟΔΟΝΤΙΑΤΡΙΚΟΥ ΚΑΙ ΤΗΣ ΙΑΤΡΙΚΗΣ [23,1094,399,1132]
article-body: ΔΡΑΜΑ, 2.— Μετά προηγουμένην λογομαχίαν ο Ευάγγελος Σ. ετραυμάτισε διά σιδηράς βελόνης τον συγχωριανόν του. Ο δράστης συνελήφθη. [421,961,632,1007]
article-body: ατόμου παρηλάσαν από το ύπουργείον κατά την 8ην Οκτωβρίου του 1969. Ο κ. Ανδρονικίδης θα προβάλη νέους ισχυρισμούς κατά την δίκην του, η οποία θα διεξαχθή ενώπιον του τριμελούς πλημμελειοδικείου Σερρών. Την υπεράσπισιν θα αναλάβουν γνωστοί δικηγόροι. ατόμου παρηλάσαν από το ύπουργείον κατά την 8ην Οκτωβρίου του 1969. Ο κ. Ανδρονικίδης θα προβάλη νέους ισχυρισμούς κατά την δίκην του, η οποία θα διεξαχθή ενώπιον του τριμελούς πλημμελειοδικείου Σερρών. Την υπεράσπισιν θα αναλάβουν γνωστοί δικηγόροι. ατόμου παρηλάσαν από το ύπουργείον κατά την 8ην Οκτωβρίου του 1969. Ο κ. Ανδρονικίδης θα προβάλη νέους ισχυρισμούς κατά την δίκην του, η οποία θα διεξαχθή ενώπιον του τριμελούς πλημμελειοδικείου Σερρών. Την υπεράσπισιν θα αναλάβουν γνωστοί δικηγόροι. [1205,1657,1558,1816]
continuation-label: ΣΥΝΕΧΕΙΑ ΕΚ ΤΗΣ 1ΗΣ ΣΕΛ. [1205,1643,1351,1656]
article-body: ΑΘΗΝΑΙ, 2.— Δι' εγκυκλίου του υπουργείου Γεωργίας καλούνται οι καπνοπαραγωγοί όπως υποβάλουν μέχρι της 30ής Νοεμβρίου τας δηλώσεις παραγωγής καπνού σεσοδείας 1970 εις τα κατά τόπους γραφεία του Εθνικού Οργανισμού Καπνού. ΑΘΗΝΑΙ, 2.— Δι' εγκυκλίου του υπουργείου Γεωργίας καλούνται οι καπνοπαραγωγοί όπως υποβάλουν μέχρι της 30ής Νοεμβρίου τας δηλώσεις παραγωγής καπνού σεσοδείας 1970 εις τα κατά τόπους γραφεία του Εθνικού Οργανισμού Καπνού. [1205,1143,1558,1232]
headline: ΤΟ ΧΡΗΜΑΤΙΣΤΗΡΙΟΝ ΤΩΝ ΕΜΠΟΡΕΥΜΑΤΩΝ [88,1795,333,1837]
headline: ΝΕΟΥΣ ΙΣΧΥΡΙΣΜΟΥΣ ΘΑ ΠΡΟΒΑΛΗ Ο Κ. ΑΝΔΡΟΝΙΚΙΔΗΣ ΚΑΤΑ ΤΗΝ ΜΕΘΑΥΡΙΑΝΗΝ ΔΙΚΗΝ ΤΟΥ ΕΙΣ ΤΑΣ ΣΕΡΡΑΣ [1213,1590,1550,1637]
col1-article-foreign-students [10,1094,412,1501]
article-body: ΑΘΗΝΑΙ, 2.— Από 1ης Σεπτεμβρίου αυξάνονται κατά 7% τα κατώτατα όρια ημερομισθίων των εργατοτεχνιτών, των απασχολουμένων εις τα μεταλλεία και λιγνιτωρυχεία ολοκλήρου της χώρας, δυνάμει αποφάσεως του υπουργού Εργασίας. Κατηγορία Α': Εργάται υπαίθρου 124 δρχ. Κατηγορία Β': Εργάται υπογείων στοών 136 δρχ. Κατηγορία Γ': Μεταλλωρύχοι 152 δρχ. Κατηγορία Δ': Μηχανοδηγοί και τεχνίται 165 δρχ. ΑΘΗΝΑΙ, 2.— Από 1ης Σεπτεμβρίου αυξάνονται κατά 7% τα κατώτατα όρια ημερομισθίων των εργατοτεχνιτών, των απασχολουμένων εις τα μεταλλεία και λιγνιτωρυχεία ολοκλήρου της χώρας, δυνάμει αποφάσεως του υπουργού Εργασίας. Κατηγορία Α': Εργάται υπαίθρου 124 δρχ. Κατηγορία Β': Εργάται υπογείων στοών 136 δρχ. Κατηγορία Γ': Μεταλλωρύχοι 152 δρχ. Κατηγορία Δ': Μηχανοδηγοί και τεχνίται 165 δρχ. [639,1256,1198,1367]
col4-tobacco-article [1205,1091,1558,1263]
col4-collective-agreement-article [1205,635,1558,1081]
article-body: ΑΘΗΝΑΙ, 2.— Διά διατάγματος, δημοσιευθέντος εις το υπ' αριθμόν 215 τεύχος της «Εφημερίδος της Κυβερνήσεως» απαγορεύεται επί εξάμηνον η ανέγερσις οικοδομών εις κεντρικά σημεία της Θεσσαλονίκης, προς τον σκοπόν όπως εκπονηθή νέον ρυμοτομικόν σχέδιον της περιοχής. Η απαγόρευσις αφορά την περιοχήν πέριξ της πλατείας Αριστοτέλους. [421,58,632,159]
headline-wolf: ΚΥΝΗΓΟΣ ΕΦΟΝΕΥΣΕ ΛΥΚΑΙΝΑΝ ΕΙΣ ΤΗΝ ΦΛΩΡΙΝΑΝ [421,1016,632,1044]
headline: ΚΑΛΟΥΝΤΑΙ ΟΙ ΑΠΟΛΕΣΑΝΤΕΣ ΑΝΤΙΚΕΙΜΕΝΑ ΕΙΣ ΤΗΝ ΔΙΕΘΝΗ ΕΚΘΕΣΙΝ ΚΑΙ ΤΗΝ ΠΛΑΖ ΝΑ ΤΑ ΠΑΡΑΛΑΒΟΥΝ ΑΠΟ ΤΗΝ ΑΣΤΥΝΟΜΙΑΝ [10,8,328,83]
col3-civil-servants-article [639,1615,1198,1826]
divider [639,1611,1198,1612]
col1-article-lost-items [10,8,328,530]
article-body: ΔΡΑΜΑ, 2.— Αποτόλμων το διάβημα τούτο ερρίφθη προ διερχομένης αμαξοστοιχίας ο εργάτης Ιωάννης Κ., ετών 52, ο οποίος διεμελίσθη. Τα αίτια της πράξεώς του ερευνώνται. [1205,747,1374,815]
article-body: ΑΘΗΝΑΙ, 2.— Μέχρι τούδε εχορηγήθησαν δάνεια αυτοστεγάσεως εις θεομηνιοπλήκτους των περιοχών Βορείου Ελλάδος, ύψους 140.916.000 δραχμών. Ειδικώτερα: Ν. Θεσσαλονίκης 32.500.000, Ν. Σερρών 18.200.000, Ν. Δράμας 14.700.000, Ν. Καβάλας 12.100.000, Ν. Ξάνθης 9.800.000, Ν. Ροδόπης 8.500.000, Ν. Εβρου 7.200.000, Ν. Κιλκίς 6.150.000, Ν. Πέλλης 5.900.000, Ν. Ημαθίας 4.600.000 δραχμαί. [421,584,632,708]
headline-accidents: ΤΡΕΙΣ ΤΡΑΥΜΑΤΙΑΙ ΕΚ ΤΡΟΧΑΙΩΝ ΑΤΥΧΗΜΑΤΩΝ [18,886,164,935]
lead-subtitle: Εδημοσιεύθησαν εις την «Εφημερίδα Κυβερνήσεως» [689,106,1148,127]
headline-knife: ΕΤΡΑΥΜΑΤΙΣΕ ΔΙΑ ΜΑΧΑΙΡΑΣ ΟΔΗΓΟΝ ΛΕΩΦΟΡΕΙΟΥ [1205,1314,1374,1342]
headline-moped-rider: ΥΠΕΚΥΨΕΝ ΤΡΑΥΜΑΤΙΣΘΕΙΣ ΜΟΤΟΠΟΔΗΛΑΤΗΣ [446,827,608,856]
divider [10,537,328,538]
column-rule [635,8,636,2299]
col1-article-loan-1970 [10,543,328,1041]
article-body: ΑΘΗΝΑΙ, 2.— Το συμβούλιον της επικρατείας απέρριψεν αίτησιν ακυρώσεως κατά της αποφάσεως του υπουργείου Δικαιοσύνης, δι' ης δεν εχορηγήθη άδεια ασκήσεως επαγγέλματος εις δικηγόρον, δεχθέν ότι η απόφασις ήτο νόμιμος και επαρκώς ητιολογημένη. [421,216,632,294]
article-body: ΑΘΗΝΑΙ, 2.— Την 12ην Οκτωβρίου εορτάζεται η επέτειος της απελευθερώσεως των Αθηνών από τον κατακτητήν. Ο δήμος Αθηναίων οργανώνει σειράν εκδηλώσεων με κατάθεσιν στεφάνων εις το μνημείον του Αγνώστου Στρατιώτου και δοξολογίαν εις τον Μητροπολιτικόν ναόν. [421,337,632,417]
lead-headline: ΝΕΑΙ ΠΡΟΑΓΩΓΑΙ ΛΕΙΤΟΥΡΓΩΝ ΤΗΣ ΔΗΜΟΤΙΚΗΣ ΥΠΗΡΕΤΟΥΝΤΩΝ ΕΙΣ Β. ΕΛΛΑΔΑ ΚΑΙ ΘΕΣΣΑΛΙΑΝ [681,7,1155,94]
headline: Ο ΑΝΤΙΠΡΟΕΔΡΟΣ ΤΗΣ ΚΥΒΕΡΝΗΣΕΩΣ ΜΕΤΕΒΗ ΕΙΣ ΧΑΝΙΑ ΚΑΙ ΩΜΙΛΗΣΕΝ ΕΙΣ ΤΟ ΣΥΝΕΔΡΙΟΝ ΑΥΤΟΔΙΟΙΚΗΣΕΩΣ [1216,76,1547,125]
col1-article-hudson [10,2061,211,2299]
